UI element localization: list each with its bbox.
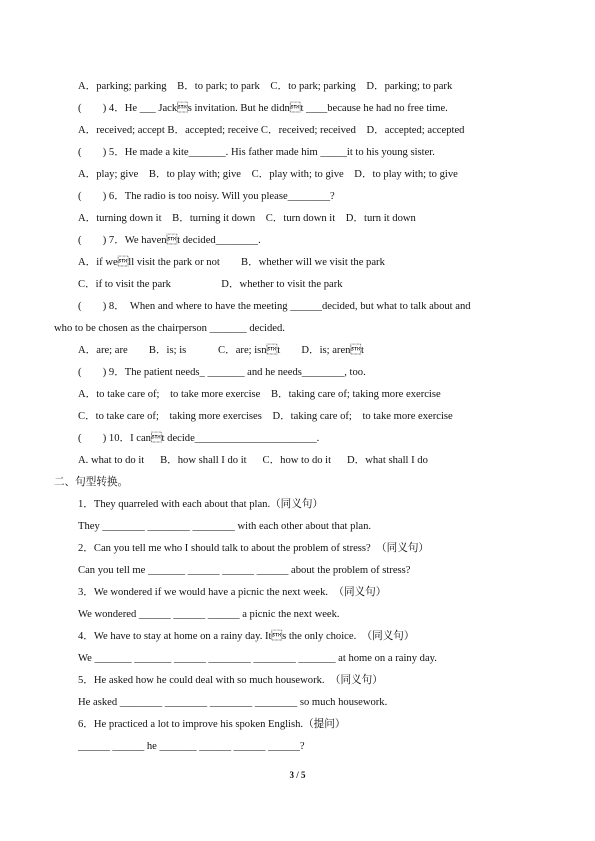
s1-prompt: 1．They quarreled with each about that plan.（同义句） [78,499,324,510]
q7-options-ab: A．if well visit the park or not B．whether will we visit the park [78,257,385,268]
q5-question: ( ) 5．He made a kite_______. His father made him _____it to his young sister. [78,147,435,158]
q4-question: ( ) 4．He ___ Jacks invitation. But he didnt ____because he had no free time. [78,103,448,114]
s3-answer: We wondered ______ ______ ______ a picnic the next week. [78,609,340,620]
q8-options: A．are; are B．is; is C．are; isnt D．is; arent [78,345,364,356]
s5-answer: He asked ________ ________ ________ ________ so much housework. [78,697,388,708]
s6-answer: ______ ______ he _______ ______ ______ ______? [78,741,305,752]
section-heading: 二、句型转换。 [54,477,129,488]
q9-options-ab: A．to take care of; to take more exercise B．taking care of; taking more exercise [78,389,441,400]
s5-prompt: 5．He asked how he could deal with so much housework. （同义句） [78,675,383,686]
s4-answer: We _______ _______ ______ ________ ________ _______ at home on a rainy day. [78,653,437,664]
q8-question-cont: who to be chosen as the chairperson _______ decided. [54,323,285,334]
q6-question: ( ) 6．The radio is too noisy. Will you please________? [78,191,335,202]
q9-question: ( ) 9．The patient needs_ _______ and he needs________, too. [78,367,366,378]
q7-question: ( ) 7．We havent decided________. [78,235,261,246]
s1-answer: They ________ ________ ________ with each other about that plan. [78,521,372,532]
q10-options: A. what to do it B．how shall I do it C．how to do it D．what shall I do [78,455,428,466]
s2-prompt: 2．Can you tell me who I should talk to about the problem of stress? （同义句） [78,543,430,554]
q3-options: A．parking; parking B．to park; to park C．to park; parking D．parking; to park [78,81,453,92]
q5-options: A．play; give B．to play with; give C．play with; to give D．to play with; to give [78,169,458,180]
s4-prompt: 4．We have to stay at home on a rainy day. Its the only choice. （同义句） [78,631,415,642]
q9-options-cd: C．to take care of; taking more exercises D．taking care of; to take more exercise [78,411,453,422]
q4-options: A．received; accept B．accepted; receive C．received; received D．accepted; accepted [78,125,465,136]
s2-answer: Can you tell me _______ ______ ______ ______ about the problem of stress? [78,565,411,576]
q10-question: ( ) 10．I cant decide_______________________. [78,433,320,444]
s6-prompt: 6．He practiced a lot to improve his spoken English.（提问） [78,719,346,730]
q6-options: A．turning down it B．turning it down C．turn down it D．turn it down [78,213,416,224]
page-number: 3 / 5 [289,770,306,780]
s3-prompt: 3．We wondered if we would have a picnic the next week. （同义句） [78,587,387,598]
q8-question: ( ) 8． When and where to have the meeting ______decided, but what to talk about and [78,301,471,312]
q7-options-cd: C．if to visit the park D．whether to visit the park [78,279,343,290]
